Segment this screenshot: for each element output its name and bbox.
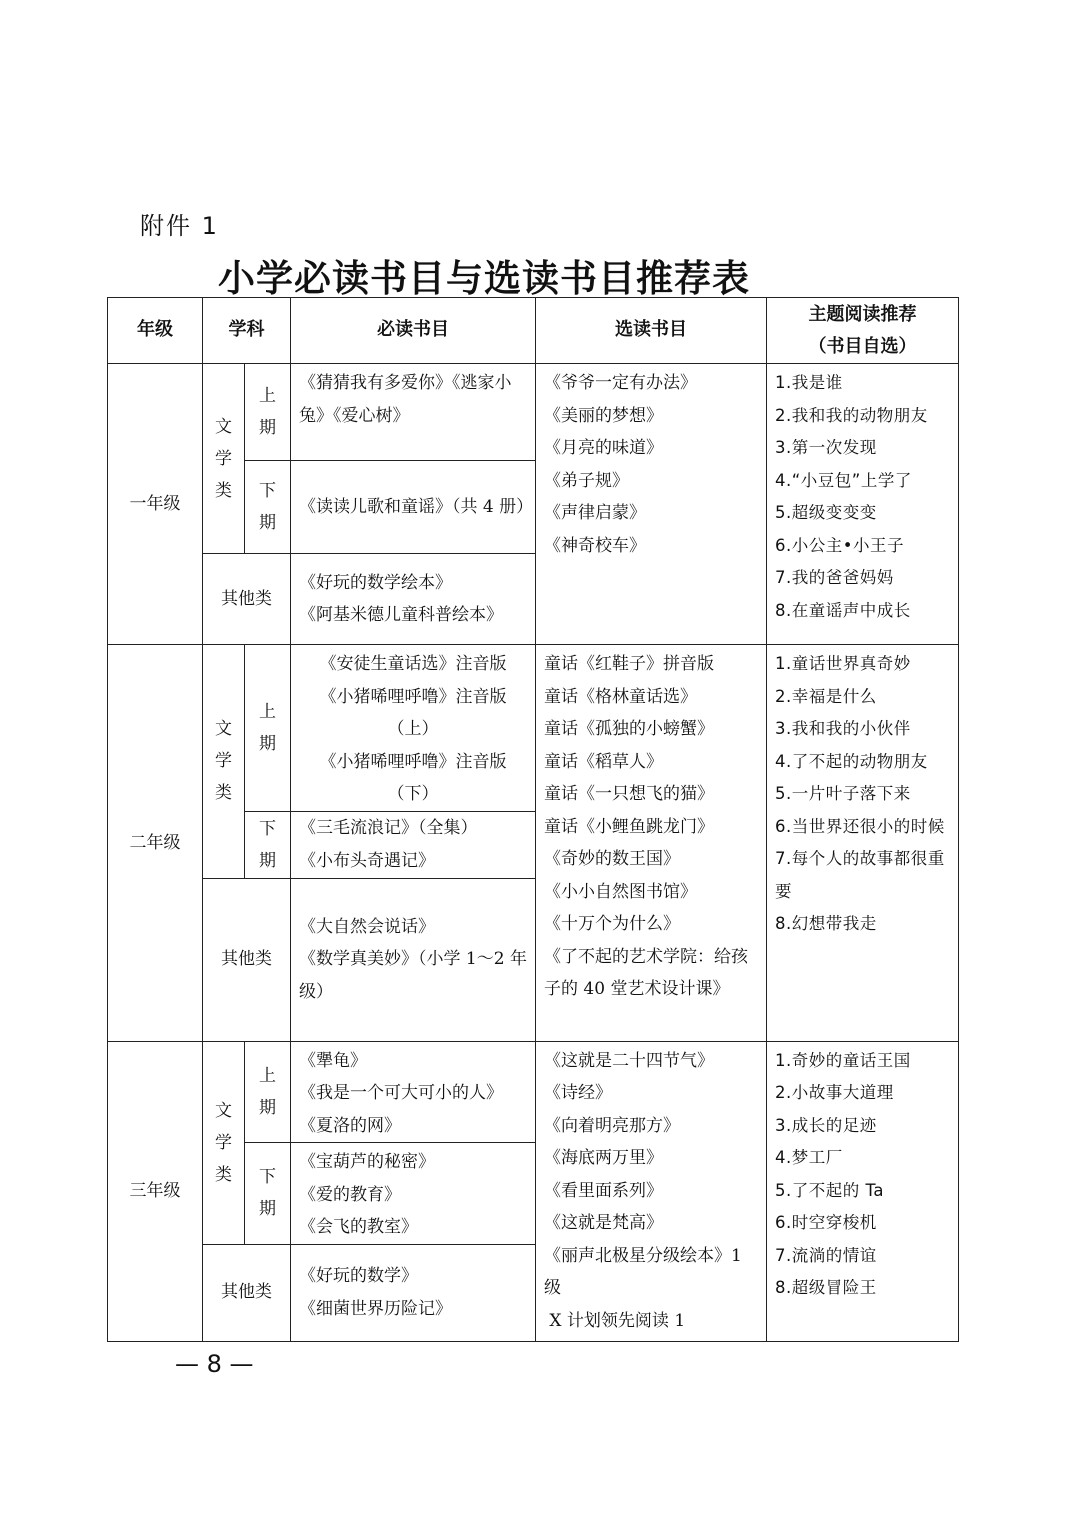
book-title: 《诗经》 bbox=[544, 1083, 612, 1103]
book-title: 《夏洛的网》 bbox=[299, 1115, 401, 1136]
optional-books bbox=[536, 1041, 767, 1341]
book-title: 《小布头奇遇记》 bbox=[299, 850, 435, 871]
theme-list bbox=[767, 645, 959, 1042]
theme-item: 8.幻想带我走 bbox=[775, 914, 877, 933]
book-title: 《犟龟》 bbox=[299, 1050, 367, 1071]
required-books-second-term bbox=[291, 811, 536, 878]
theme-item: 2.我和我的动物朋友 bbox=[775, 405, 928, 425]
theme-item: 4.了不起的动物朋友 bbox=[775, 751, 928, 771]
required-books-first-term bbox=[291, 1041, 536, 1143]
grade-row bbox=[108, 364, 959, 461]
annex-label: 附件 1 bbox=[140, 212, 219, 240]
term-first: 上 期 bbox=[245, 1041, 291, 1143]
book-title: 《大自然会说话》 bbox=[299, 916, 435, 937]
book-title: 《好玩的数学》 bbox=[299, 1266, 418, 1286]
optional-books bbox=[536, 364, 767, 645]
page-title: 小学必读书目与选读书目推荐表 bbox=[218, 256, 750, 300]
subject-other: 其他类 bbox=[203, 1244, 291, 1341]
book-title: 《声律启蒙》 bbox=[544, 503, 646, 523]
book-title: X 计划领先阅读 1 bbox=[544, 1310, 686, 1331]
theme-item: 3.成长的足迹 bbox=[775, 1115, 877, 1135]
theme-item: 7.每个人的故事都很重要 bbox=[775, 849, 945, 901]
book-title: 《爷爷一定有办法》 bbox=[544, 373, 697, 393]
subject-other: 其他类 bbox=[203, 554, 291, 645]
theme-item: 1.奇妙的童话王国 bbox=[775, 1050, 911, 1070]
header-theme-line2: （书目自选） bbox=[808, 335, 917, 357]
book-title: 《弟子规》 bbox=[544, 470, 629, 491]
term-second: 下 期 bbox=[245, 461, 291, 554]
header-theme-line1: 主题阅读推荐 bbox=[808, 303, 917, 325]
grade-name: 三年级 bbox=[108, 1041, 203, 1341]
book-title: 《海底两万里》 bbox=[544, 1148, 663, 1168]
header-subject: 学科 bbox=[203, 298, 291, 364]
term-first: 上 期 bbox=[245, 364, 291, 461]
required-books-first-term bbox=[291, 645, 536, 812]
book-title: 《三毛流浪记》（全集） bbox=[299, 818, 478, 838]
book-title: 童话《小鲤鱼跳龙门》 bbox=[544, 816, 714, 837]
subject-other: 其他类 bbox=[203, 878, 291, 1041]
header-row bbox=[108, 298, 959, 364]
book-title: 《好玩的数学绘本》 bbox=[299, 572, 452, 593]
term-second: 下 期 bbox=[245, 811, 291, 878]
book-title: 《向着明亮那方》 bbox=[544, 1115, 680, 1136]
term-second: 下 期 bbox=[245, 1143, 291, 1245]
book-title: 《奇妙的数王国》 bbox=[544, 849, 680, 869]
book-title: 《看里面系列》 bbox=[544, 1180, 663, 1201]
book-title: 《读读儿歌和童谣》（共 4 册） bbox=[299, 496, 534, 517]
theme-item: 4.梦工厂 bbox=[775, 1148, 843, 1167]
book-title: 童话《红鞋子》拼音版 bbox=[544, 654, 714, 674]
subject-literature: 文 学 类 bbox=[203, 364, 245, 554]
required-books-other bbox=[291, 554, 536, 645]
theme-item: 1.童话世界真奇妙 bbox=[775, 654, 911, 673]
theme-item: 7.流淌的情谊 bbox=[775, 1245, 877, 1265]
theme-list bbox=[767, 1041, 959, 1341]
theme-item: 7.我的爸爸妈妈 bbox=[775, 568, 894, 587]
book-title: （下） bbox=[387, 784, 439, 804]
book-title: 童话《孤独的小螃蟹》 bbox=[544, 719, 714, 739]
book-title: 《小猪唏哩呼噜》注音版 bbox=[319, 686, 507, 707]
grade-name: 一年级 bbox=[108, 364, 203, 645]
required-books-second-term bbox=[291, 461, 536, 554]
grade-name: 二年级 bbox=[108, 645, 203, 1042]
book-title: （上） bbox=[387, 719, 439, 739]
book-title: 《美丽的梦想》 bbox=[544, 405, 663, 426]
book-title: 《数学真美妙》（小学 1～2 年级） bbox=[299, 949, 527, 1002]
book-title: 《爱的教育》 bbox=[299, 1184, 401, 1205]
book-title: 《我是一个可大可小的人》 bbox=[299, 1083, 503, 1103]
theme-item: 6.小公主•小王子 bbox=[775, 535, 904, 555]
theme-item: 4.“小豆包”上学了 bbox=[775, 470, 912, 490]
header-theme bbox=[767, 298, 959, 364]
book-title: 《月亮的味道》 bbox=[544, 438, 663, 458]
required-books-other bbox=[291, 878, 536, 1041]
grade-row bbox=[108, 1041, 959, 1143]
subject-literature: 文 学 类 bbox=[203, 1041, 245, 1244]
book-title: 《宝葫芦的秘密》 bbox=[299, 1152, 435, 1172]
book-title: 《阿基米德儿童科普绘本》 bbox=[299, 605, 503, 625]
book-title: 童话《一只想飞的猫》 bbox=[544, 784, 714, 804]
book-title: 《会飞的教室》 bbox=[299, 1217, 418, 1237]
theme-item: 2.幸福是什么 bbox=[775, 686, 877, 706]
theme-item: 1.我是谁 bbox=[775, 373, 843, 392]
book-title: 《了不起的艺术学院：给孩子的 40 堂艺术设计课》 bbox=[544, 946, 748, 999]
theme-item: 5.一片叶子落下来 bbox=[775, 784, 911, 803]
header-grade: 年级 bbox=[108, 298, 203, 364]
theme-item: 3.第一次发现 bbox=[775, 438, 877, 457]
subject-literature: 文 学 类 bbox=[203, 645, 245, 879]
term-first: 上 期 bbox=[245, 645, 291, 812]
required-books-first-term bbox=[291, 364, 536, 461]
book-title: 《安徒生童话选》注音版 bbox=[319, 654, 507, 674]
theme-item: 6.时空穿梭机 bbox=[775, 1213, 877, 1232]
theme-list bbox=[767, 364, 959, 645]
theme-item: 5.超级变变变 bbox=[775, 503, 877, 522]
theme-item: 8.超级冒险王 bbox=[775, 1278, 877, 1297]
header-required: 必读书目 bbox=[291, 298, 536, 364]
book-title: 童话《格林童话选》 bbox=[544, 686, 697, 707]
page-number: — 8 — bbox=[175, 1350, 254, 1378]
reading-list-table bbox=[107, 297, 959, 1342]
book-title: 童话《稻草人》 bbox=[544, 751, 663, 772]
required-books-second-term bbox=[291, 1143, 536, 1245]
book-title: 《十万个为什么》 bbox=[544, 914, 680, 934]
book-title: 《丽声北极星分级绘本》1 级 bbox=[544, 1245, 748, 1298]
theme-item: 8.在童谣声中成长 bbox=[775, 600, 911, 620]
required-books-other bbox=[291, 1244, 536, 1341]
book-title: 《小小自然图书馆》 bbox=[544, 881, 697, 902]
book-title: 《猜猜我有多爱你》《逃家小兔》《爱心树》 bbox=[299, 373, 512, 426]
grade-row bbox=[108, 645, 959, 812]
book-title: 《这就是梵高》 bbox=[544, 1213, 663, 1233]
book-title: 《小猪唏哩呼噜》注音版 bbox=[319, 751, 507, 772]
book-title: 《神奇校车》 bbox=[544, 535, 646, 556]
optional-books bbox=[536, 645, 767, 1042]
theme-item: 5.了不起的 Ta bbox=[775, 1180, 884, 1200]
theme-item: 2.小故事大道理 bbox=[775, 1083, 894, 1102]
theme-item: 3.我和我的小伙伴 bbox=[775, 719, 911, 738]
header-optional: 选读书目 bbox=[536, 298, 767, 364]
book-title: 《细菌世界历险记》 bbox=[299, 1298, 452, 1319]
theme-item: 6.当世界还很小的时候 bbox=[775, 816, 945, 836]
book-title: 《这就是二十四节气》 bbox=[544, 1050, 714, 1071]
